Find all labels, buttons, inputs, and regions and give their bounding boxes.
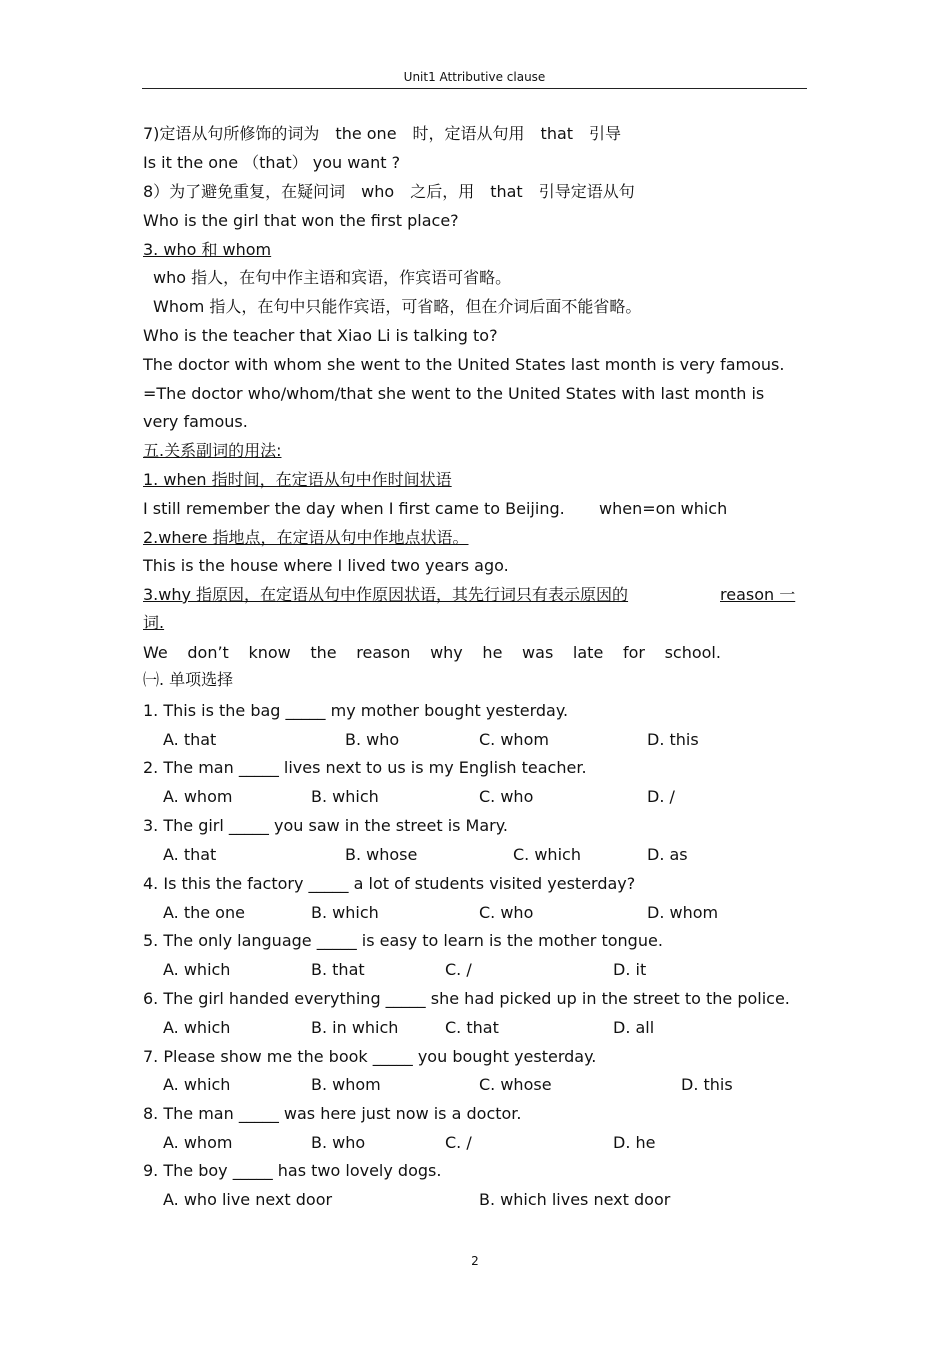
- who-whom-example-1: Who is the teacher that Xiao Li is talking to?: [143, 326, 498, 345]
- word: don’t: [187, 643, 229, 662]
- q1-option-a: A. that: [163, 730, 217, 749]
- q6-option-a: A. which: [163, 1018, 231, 1037]
- q9-option-a: A. who live next door: [163, 1190, 333, 1209]
- word: why: [430, 643, 463, 662]
- q7-option-b: B. whom: [311, 1075, 381, 1094]
- q1-option-b: B. who: [345, 730, 400, 749]
- word: was: [522, 643, 554, 662]
- who-whom-example-2: The doctor with whom she went to the United States last month is very famous.: [143, 355, 785, 374]
- question-4: 4. Is this the factory _____ a lot of students visited yesterday?: [143, 874, 636, 893]
- q2-option-a: A. whom: [163, 787, 233, 806]
- where-heading: 2.where 指地点，在定语从句中作地点状语。: [143, 528, 469, 547]
- q3-option-c: C. which: [513, 845, 581, 864]
- question-2: 2. The man _____ lives next to us is my English teacher.: [143, 758, 587, 777]
- exercise-title: ㈠. 单项选择: [143, 670, 234, 689]
- q9-option-b: B. which lives next door: [479, 1190, 671, 1209]
- q6-option-d: D. all: [613, 1018, 655, 1037]
- q6-option-b: B. in which: [311, 1018, 399, 1037]
- word: school.: [664, 643, 721, 662]
- rule-7: 7)定语从句所修饰的词为 the one 时，定语从句用 that 引导: [143, 124, 622, 143]
- question-3: 3. The girl _____ you saw in the street is Mary.: [143, 816, 509, 835]
- why-heading-cont: 词.: [143, 613, 165, 632]
- q4-option-a: A. the one: [163, 903, 245, 922]
- rule-8: 8）为了避免重复，在疑问词 who 之后，用 that 引导定语从句: [143, 182, 635, 201]
- q1-option-c: C. whom: [479, 730, 549, 749]
- q8-option-d: D. he: [613, 1133, 656, 1152]
- why-heading: 3.why 指原因，在定语从句中作原因状语，其先行词只有表示原因的: [143, 585, 629, 604]
- q4-option-b: B. which: [311, 903, 379, 922]
- q4-option-c: C. who: [479, 903, 534, 922]
- word: the: [310, 643, 337, 662]
- section-who-whom-heading: 3. who 和 whom: [143, 240, 272, 259]
- q6-option-c: C. that: [445, 1018, 499, 1037]
- question-6: 6. The girl handed everything _____ she had picked up in the street to the police.: [143, 989, 790, 1008]
- q5-option-d: D. it: [613, 960, 647, 979]
- q2-option-d: D. /: [647, 787, 675, 806]
- q4-option-d: D. whom: [647, 903, 719, 922]
- where-example: This is the house where I lived two years ago.: [143, 556, 509, 575]
- word: he: [482, 643, 503, 662]
- q7-option-c: C. whose: [479, 1075, 552, 1094]
- when-equivalent: when=on which: [599, 499, 728, 518]
- when-heading: 1. when 指时间，在定语从句中作时间状语: [143, 470, 452, 489]
- who-usage: who 指人，在句中作主语和宾语，作宾语可省略。: [153, 268, 512, 287]
- question-1: 1. This is the bag _____ my mother bought yesterday.: [143, 701, 569, 720]
- question-9: 9. The boy _____ has two lovely dogs.: [143, 1161, 442, 1180]
- rule-8-example: Who is the girl that won the first place?: [143, 211, 459, 230]
- q3-option-a: A. that: [163, 845, 217, 864]
- q8-option-b: B. who: [311, 1133, 366, 1152]
- q5-option-a: A. which: [163, 960, 231, 979]
- question-7: 7. Please show me the book _____ you bought yesterday.: [143, 1047, 597, 1066]
- q7-option-a: A. which: [163, 1075, 231, 1094]
- rule-7-example: Is it the one （that） you want ?: [143, 153, 401, 172]
- section-relative-adverbs-heading: 五.关系副词的用法:: [143, 441, 282, 460]
- page-number: 2: [471, 1254, 479, 1268]
- question-5: 5. The only language _____ is easy to learn is the mother tongue.: [143, 931, 663, 950]
- question-8: 8. The man _____ was here just now is a doctor.: [143, 1104, 522, 1123]
- who-whom-example-3: =The doctor who/whom/that she went to the United States with last month is: [143, 384, 765, 403]
- who-whom-example-3-cont: very famous.: [143, 412, 248, 431]
- q3-option-b: B. whose: [345, 845, 418, 864]
- why-heading-end: reason 一: [720, 585, 796, 604]
- header-divider: [142, 88, 807, 89]
- whom-usage: Whom 指人，在句中只能作宾语，可省略，但在介词后面不能省略。: [153, 297, 642, 316]
- word: reason: [356, 643, 411, 662]
- word: late: [572, 643, 604, 662]
- q2-option-c: C. who: [479, 787, 534, 806]
- word: for: [622, 643, 645, 662]
- page-header-title: Unit1 Attributive clause: [403, 70, 546, 84]
- q7-option-d: D. this: [681, 1075, 733, 1094]
- q2-option-b: B. which: [311, 787, 379, 806]
- word: know: [248, 643, 291, 662]
- q8-option-c: C. /: [445, 1133, 472, 1152]
- q5-option-c: C. /: [445, 960, 472, 979]
- q1-option-d: D. this: [647, 730, 699, 749]
- why-example: [143, 643, 721, 663]
- q3-option-d: D. as: [647, 845, 688, 864]
- when-example: I still remember the day when I first came to Beijing.: [143, 499, 565, 518]
- q5-option-b: B. that: [311, 960, 365, 979]
- q8-option-a: A. whom: [163, 1133, 233, 1152]
- word: We: [143, 643, 168, 662]
